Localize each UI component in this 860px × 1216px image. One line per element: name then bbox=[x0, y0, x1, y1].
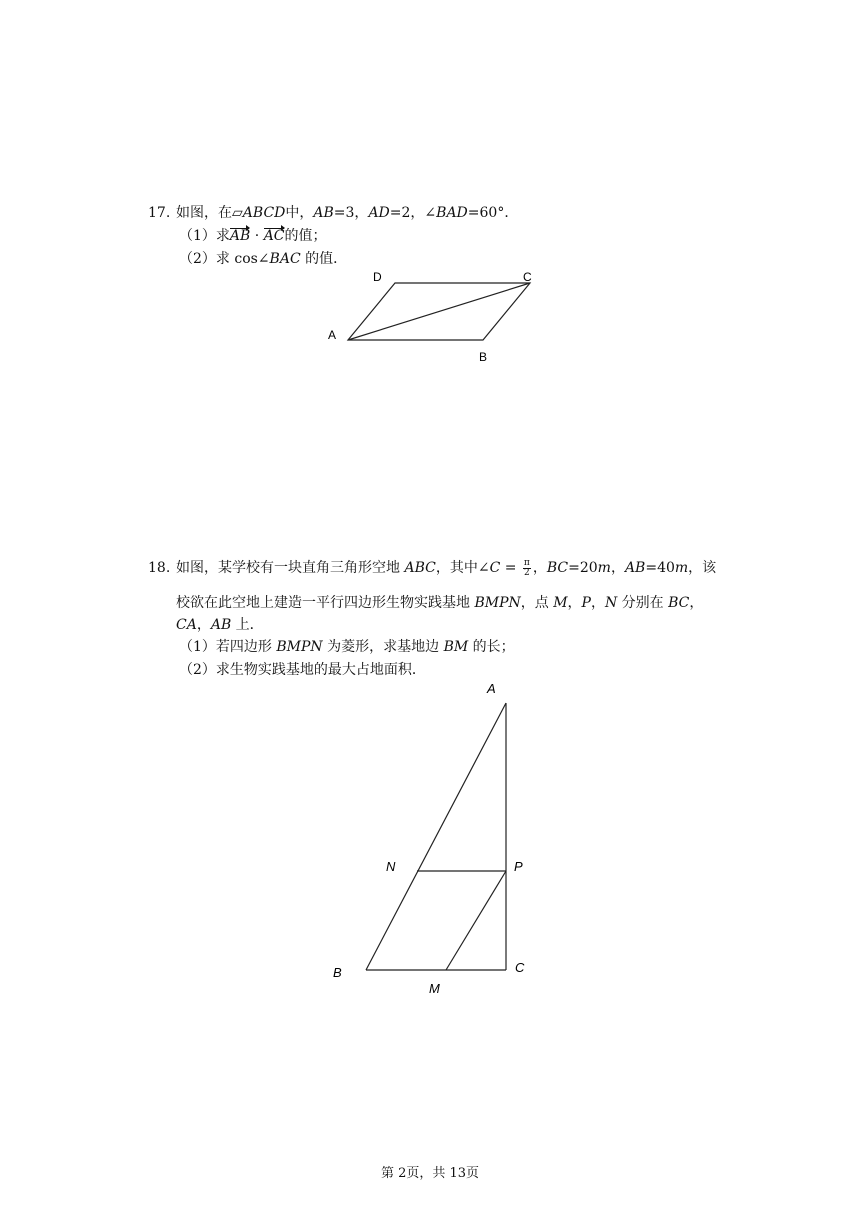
q18-bmpn: BMPN bbox=[276, 639, 323, 655]
q18-text: ， bbox=[532, 560, 547, 576]
q17-stem-text: 如图，在▱ bbox=[176, 205, 243, 221]
q18-c: C bbox=[489, 560, 501, 576]
q18-text: 校欲在此空地上建造一平行四边形生物实践基地 bbox=[176, 595, 475, 611]
q18-bmpn: BMPN bbox=[474, 595, 521, 611]
q18-ab: AB bbox=[210, 617, 232, 633]
q17-ad-val: =2，∠ bbox=[389, 205, 437, 221]
q18-bc-val: =20 bbox=[568, 560, 598, 576]
q18-ca: CA bbox=[176, 617, 197, 633]
label-n: N bbox=[386, 859, 396, 874]
q17-bad: BAD bbox=[436, 205, 468, 221]
unit-m: m bbox=[674, 560, 689, 576]
vector-ac: AC bbox=[263, 228, 285, 244]
label-m: M bbox=[429, 981, 440, 996]
label-a: A bbox=[328, 328, 337, 342]
q17-bac: BAC bbox=[269, 251, 301, 267]
q18-text: ， bbox=[590, 595, 605, 611]
q18-text: ，其中∠ bbox=[435, 560, 490, 576]
q18-text: ， bbox=[567, 595, 582, 611]
q18-line3 bbox=[176, 616, 264, 634]
diagonal-ac bbox=[348, 283, 530, 340]
q18-number: 18. bbox=[148, 560, 171, 576]
q18-text: 如图，某学校有一块直角三角形空地 bbox=[176, 560, 405, 576]
q18-text: ，点 bbox=[520, 595, 554, 611]
label-c-18: C bbox=[515, 960, 525, 975]
q18-eq: = bbox=[500, 560, 521, 576]
q17-parallelogram-name: ABCD bbox=[242, 205, 286, 221]
page-footer: 第 2页，共 13页 bbox=[380, 1166, 480, 1181]
q18-point-p: P bbox=[581, 595, 591, 611]
q17-part1-text: （1）求 bbox=[179, 228, 230, 244]
label-b: B bbox=[479, 350, 488, 364]
q18-text: ，该 bbox=[688, 560, 717, 576]
q17-ad: AD bbox=[368, 205, 390, 221]
q18-point-n: N bbox=[604, 595, 618, 611]
side-ab bbox=[366, 703, 506, 970]
label-c: C bbox=[523, 270, 532, 284]
q17-number: 17. bbox=[148, 205, 171, 221]
q18-line1 bbox=[176, 556, 716, 580]
q18-abc: ABC bbox=[404, 560, 436, 576]
q18-text: ， bbox=[610, 560, 625, 576]
dot-operator: · bbox=[250, 228, 264, 244]
q18-part2: （2）求生物实践基地的最大占地面积． bbox=[179, 662, 426, 678]
q17-part2-tail: 的值． bbox=[300, 251, 348, 267]
label-d: D bbox=[373, 270, 382, 284]
q17-part2-text: （2）求 cos∠ bbox=[179, 251, 270, 267]
segment-mp bbox=[446, 871, 506, 970]
q18-line2 bbox=[176, 594, 703, 612]
q17-ab-val: =3， bbox=[333, 205, 369, 221]
q18-bc: BC bbox=[668, 595, 690, 611]
q17-stem-text2: 中， bbox=[285, 205, 314, 221]
label-p: P bbox=[514, 859, 523, 874]
q18-text: 上． bbox=[231, 617, 264, 633]
q18-text: （1）若四边形 bbox=[179, 639, 277, 655]
q17-bad-val: =60°． bbox=[467, 205, 519, 221]
q18-text: 分别在 bbox=[617, 595, 669, 611]
q17-ab: AB bbox=[313, 205, 334, 221]
frac-num: π bbox=[523, 557, 530, 568]
q18-text: 为菱形，求基地边 bbox=[322, 639, 444, 655]
q18-point-m: M bbox=[553, 595, 568, 611]
vector-ab: AB bbox=[229, 228, 251, 244]
unit-m: m bbox=[597, 560, 611, 576]
q18-part1 bbox=[179, 638, 515, 656]
label-b-18: B bbox=[333, 965, 342, 980]
q18-bm: BM bbox=[443, 639, 469, 655]
q18-bc: BC bbox=[546, 560, 569, 576]
pi-over-2 bbox=[523, 559, 531, 578]
label-a-18: A bbox=[487, 681, 496, 696]
q17-part1-tail: 的值； bbox=[284, 228, 327, 244]
q18-ab: AB bbox=[624, 560, 646, 576]
q18-text: ， bbox=[689, 595, 704, 611]
frac-den: 2 bbox=[524, 567, 530, 578]
q18-text: ， bbox=[196, 617, 211, 633]
q18-ab-val: =40 bbox=[645, 560, 675, 576]
q18-text: 的长； bbox=[468, 639, 515, 655]
